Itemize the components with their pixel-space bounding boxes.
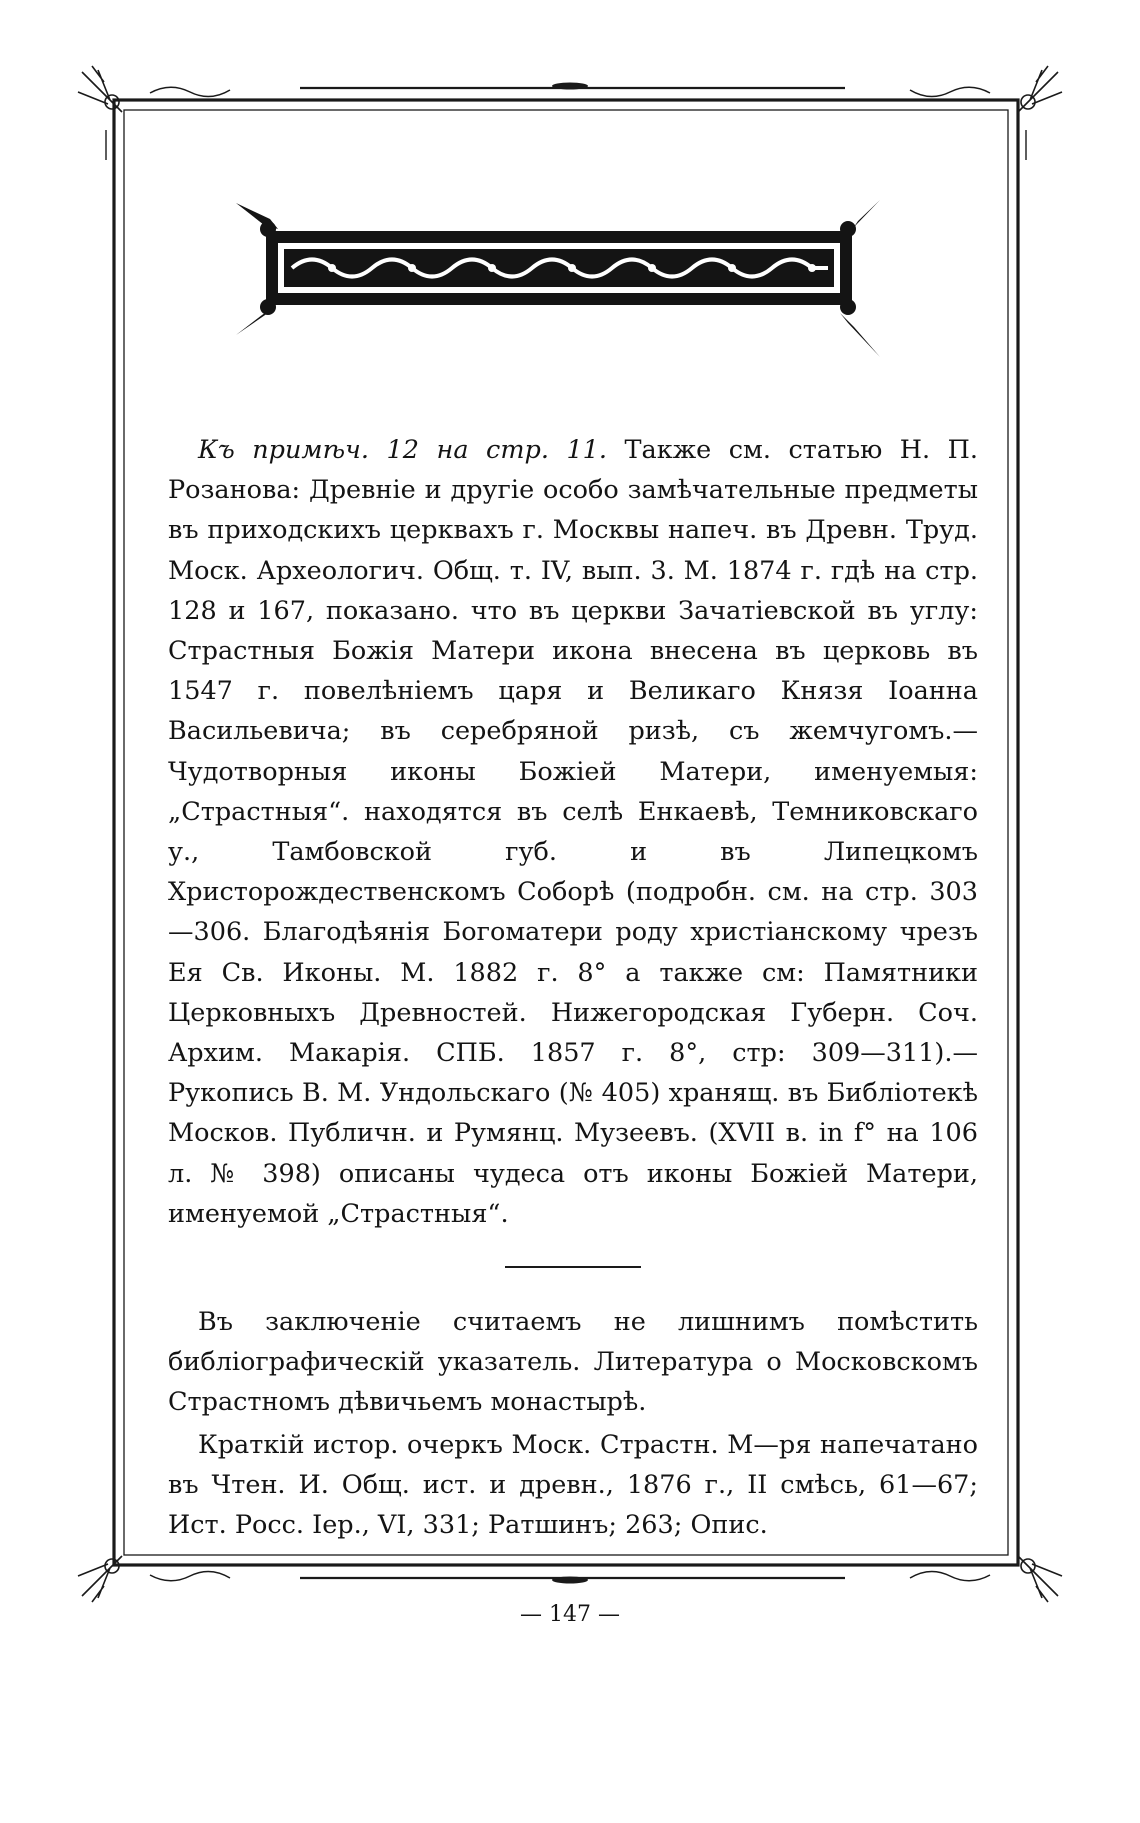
conclusion-paragraph: Въ заключеніе считаемъ не лишнимъ помѣстить библіографическій указатель. Литература о Московскомъ Страстномъ дѣвичьемъ монастырѣ.: [168, 1307, 978, 1418]
note-text: Также см. статью Н. П. Розанова: Древніе и другіе особо замѣчательные предметы въ приходскихъ церквахъ г. Москвы напеч. въ Древн. Труд. Моск. Археологич. Общ. т. IV, вып. 3. М. 1874 г. гдѣ на стр. 128 и 167, показано. что въ церкви Зачатіевской въ углу: Страстныя Божія Матери икона внесена въ церковь въ 1547 г. повелѣніемъ царя и Великаго Князя Іоанна Васильевича; въ серебряной ризѣ, съ жемчугомъ.—Чудотворныя иконы Божіей Матери, именуемыя: „Страстныя“. находятся въ селѣ Енкаевѣ, Темниковскаго у., Тамбовской губ. и въ Липецкомъ Христорождественскомъ Соборѣ (подробн. см. на стр. 303—306. Благодѣянія Богоматери роду христіанскому чрезъ Ея Св. Иконы. М. 1882 г. 8° а также см: Памятники Церковныхъ Древностей. Нижегородская Губерн. Соч. Архим. Макарія. СПБ. 1857 г. 8°, стр: 309—311).—Рукопись В. М. Ундольскаго (№ 405) хранящ. въ Библіотекѣ Москов. Публичн. и Румянц. Музеевъ. (XVII в. in f° на 106 л. № 398) описаны чудеса отъ иконы Божіей Матери, именуемой „Страстныя“.: [168, 435, 979, 1229]
page-number: — 147 —: [520, 1602, 620, 1627]
bibliography-entry: Краткій истор. очеркъ Моск. Страстн. М—ря напечатано въ Чтен. И. Общ. ист. и древн., 1876 г., II смѣсь, 61—67; Ист. Росс. Іер., VI, 331; Ратшинъ; 263; Опис.: [168, 1429, 978, 1541]
section-divider: [505, 1266, 641, 1268]
headpiece-ornament: [228, 195, 888, 365]
note-reference: Къ примѣч. 12 на стр. 11.: [198, 435, 608, 465]
note-paragraph: [168, 430, 978, 1234]
text-block: [168, 430, 978, 1545]
